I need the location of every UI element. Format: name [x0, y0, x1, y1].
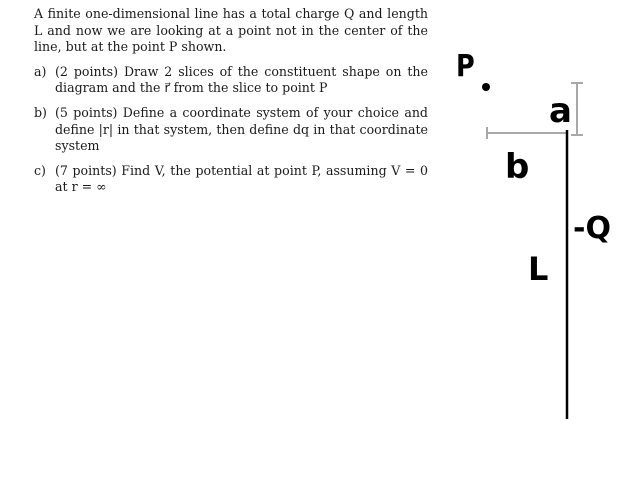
charge-label: -Q: [573, 211, 611, 246]
part-a-text: (2 points) Draw 2 slices of the constituent shape on the diagram and the r⃗ from the slice to point P: [55, 63, 428, 96]
a-label: a: [549, 91, 572, 131]
part-a: [34, 64, 428, 97]
part-a-label: a): [34, 63, 47, 79]
problem-parts: [34, 64, 428, 196]
problem-intro: A finite one-dimensional line has a total charge Q and length L and now we are looking at a point not in the center of the line, but at the point P shown.: [34, 6, 428, 55]
part-c: [34, 163, 428, 196]
b-label: b: [505, 147, 530, 187]
point-p-dot: [482, 83, 490, 91]
length-label: L: [528, 250, 549, 288]
part-b-text: (5 points) Define a coordinate system of your choice and define |r| in that system, then define dq in that coordinate system: [55, 104, 428, 154]
point-p-label: P: [455, 47, 475, 84]
diagram-svg: [440, 30, 622, 430]
problem-text: [34, 6, 428, 204]
part-c-text: (7 points) Find V, the potential at point P, assuming V = 0 at r = ∞: [55, 162, 428, 195]
part-c-label: c): [34, 162, 46, 178]
part-b: [34, 105, 428, 155]
line-charge-diagram: [440, 30, 622, 430]
part-b-label: b): [34, 104, 47, 120]
